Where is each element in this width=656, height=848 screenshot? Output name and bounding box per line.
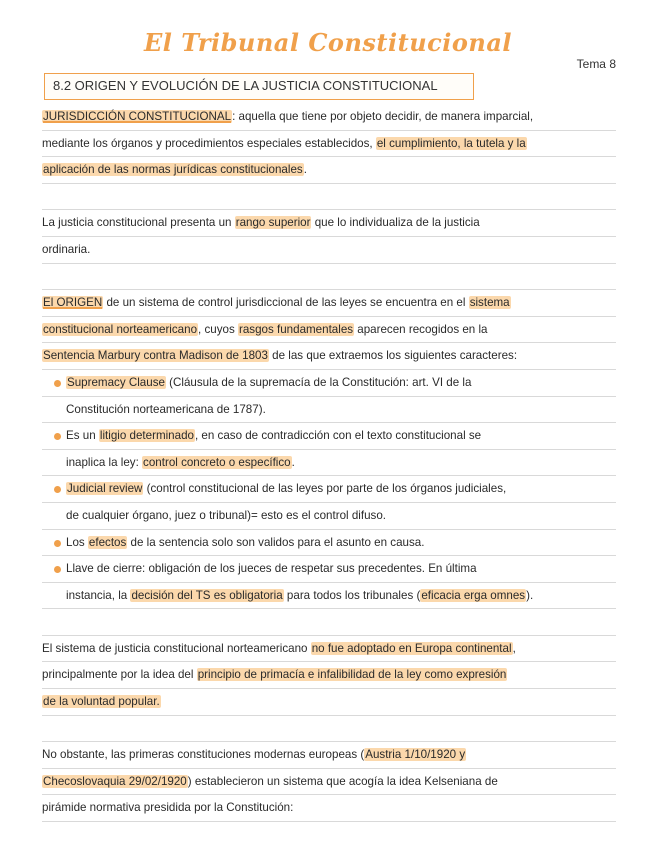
- text-line: [42, 716, 616, 743]
- text-line: [42, 795, 616, 822]
- text-segment: , en caso de contradicción con el texto constitucional se: [194, 429, 482, 443]
- text-line: [42, 742, 616, 769]
- section-heading: 8.2 ORIGEN Y EVOLUCIÓN DE LA JUSTICIA CONSTITUCIONAL: [44, 73, 474, 100]
- text-segment: Es un: [66, 429, 99, 443]
- text-line: [42, 184, 616, 211]
- text-segment: , cuyos: [198, 322, 238, 336]
- text-line: [42, 450, 616, 477]
- text-segment: ordinaria.: [42, 242, 91, 256]
- highlighted-text: JURISDICCIÓN CONSTITUCIONAL: [43, 110, 232, 123]
- bullet-line: [42, 556, 616, 583]
- text-segment: Los: [66, 535, 88, 549]
- text-line: [42, 662, 616, 689]
- text-line: [42, 343, 616, 370]
- bullet-icon: [54, 540, 61, 547]
- text-line: [42, 290, 616, 317]
- bullet-line: [42, 423, 616, 450]
- text-segment: ).: [526, 588, 534, 602]
- highlighted-text: litigio determinado: [99, 429, 194, 443]
- highlighted-text: aplicación de las normas jurídicas constitucionales: [43, 163, 303, 177]
- text-line: [42, 237, 616, 264]
- text-line: [42, 636, 616, 663]
- text-segment: ) establecieron un sistema que acogía la idea Kelseniana de: [187, 774, 498, 788]
- bullet-line: [42, 530, 616, 557]
- text-segment: La justicia constitucional presenta un: [42, 216, 235, 230]
- highlighted-text: control concreto o específico: [143, 455, 291, 469]
- highlighted-text: constitucional norteamericano: [43, 322, 198, 336]
- highlighted-text: principio de primacía e infalibilidad de la ley como expresión: [197, 668, 507, 682]
- text-line: [42, 131, 616, 158]
- text-segment: de cualquier órgano, juez o tribunal)= esto es el control difuso.: [66, 508, 386, 522]
- text-segment: Llave de cierre: obligación de los jueces de respetar sus precedentes. En última: [66, 562, 477, 576]
- text-line: [42, 769, 616, 796]
- highlighted-text: el cumplimiento, la tutela y la: [376, 136, 526, 150]
- highlighted-text: rango superior: [235, 216, 311, 230]
- text-segment: : aquella que tiene por objeto decidir, de manera imparcial,: [232, 110, 534, 123]
- bullet-icon: [54, 486, 61, 493]
- highlighted-text: no fue adoptado en Europa continental: [311, 641, 512, 655]
- text-segment: mediante los órganos y procedimientos especiales establecidos,: [42, 136, 376, 150]
- bullet-icon: [54, 566, 61, 573]
- text-segment: principalmente por la idea del: [42, 668, 197, 682]
- text-line: [42, 609, 616, 636]
- notes-body: [42, 104, 616, 822]
- highlighted-text: eficacia erga omnes: [421, 588, 526, 602]
- highlighted-text: Supremacy Clause: [67, 375, 165, 389]
- highlighted-text: sistema: [469, 296, 510, 310]
- text-segment: instancia, la: [66, 588, 131, 602]
- text-segment: .: [303, 163, 307, 177]
- text-line: [42, 397, 616, 424]
- text-segment: (Cláusula de la supremacía de la Constitución: art. VI de la: [165, 375, 472, 389]
- text-line: [42, 104, 616, 131]
- text-segment: pirámide normativa presidida por la Constitución:: [42, 801, 294, 815]
- highlighted-text: Judicial review: [67, 482, 143, 496]
- highlighted-text: rasgos fundamentales: [238, 322, 354, 336]
- text-line: [42, 583, 616, 610]
- bullet-icon: [54, 380, 61, 387]
- highlighted-text: Austria 1/10/1920 y: [365, 748, 466, 762]
- bullet-icon: [54, 433, 61, 440]
- highlighted-text: decisión del TS es obligatoria: [131, 588, 283, 602]
- text-segment: de un sistema de control jurisdiccional de las leyes se encuentra en el: [103, 296, 469, 310]
- highlighted-text: efectos: [88, 535, 127, 549]
- text-segment: para todos los tribunales (: [283, 588, 421, 602]
- bullet-line: [42, 370, 616, 397]
- text-segment: Constitución norteamericana de 1787).: [66, 402, 266, 416]
- text-segment: aparecen recogidos en la: [354, 322, 488, 336]
- text-line: [42, 210, 616, 237]
- text-line: [42, 317, 616, 344]
- text-segment: .: [291, 455, 295, 469]
- text-segment: (control constitucional de las leyes por parte de los órganos judiciales,: [143, 482, 507, 496]
- text-line: [42, 157, 616, 184]
- text-segment: de la sentencia solo son validos para el asunto en causa.: [127, 535, 425, 549]
- text-segment: que lo individualiza de la justicia: [311, 216, 480, 230]
- bullet-line: [42, 476, 616, 503]
- highlighted-text: de la voluntad popular.: [43, 695, 160, 709]
- text-segment: ,: [512, 641, 516, 655]
- text-line: [42, 689, 616, 716]
- page-title: El Tribunal Constitucional: [143, 28, 512, 57]
- text-segment: El sistema de justicia constitucional norteamericano: [42, 641, 311, 655]
- topic-number: Tema 8: [576, 57, 616, 71]
- highlighted-text: El ORIGEN: [43, 296, 103, 310]
- text-segment: No obstante, las primeras constituciones modernas europeas (: [42, 748, 365, 762]
- text-segment: de las que extraemos los siguientes caracteres:: [268, 349, 518, 363]
- highlighted-text: Checoslovaquia 29/02/1920: [43, 774, 187, 788]
- text-segment: inaplica la ley:: [66, 455, 143, 469]
- text-line: [42, 503, 616, 530]
- text-line: [42, 264, 616, 291]
- highlighted-text: Sentencia Marbury contra Madison de 1803: [43, 349, 268, 363]
